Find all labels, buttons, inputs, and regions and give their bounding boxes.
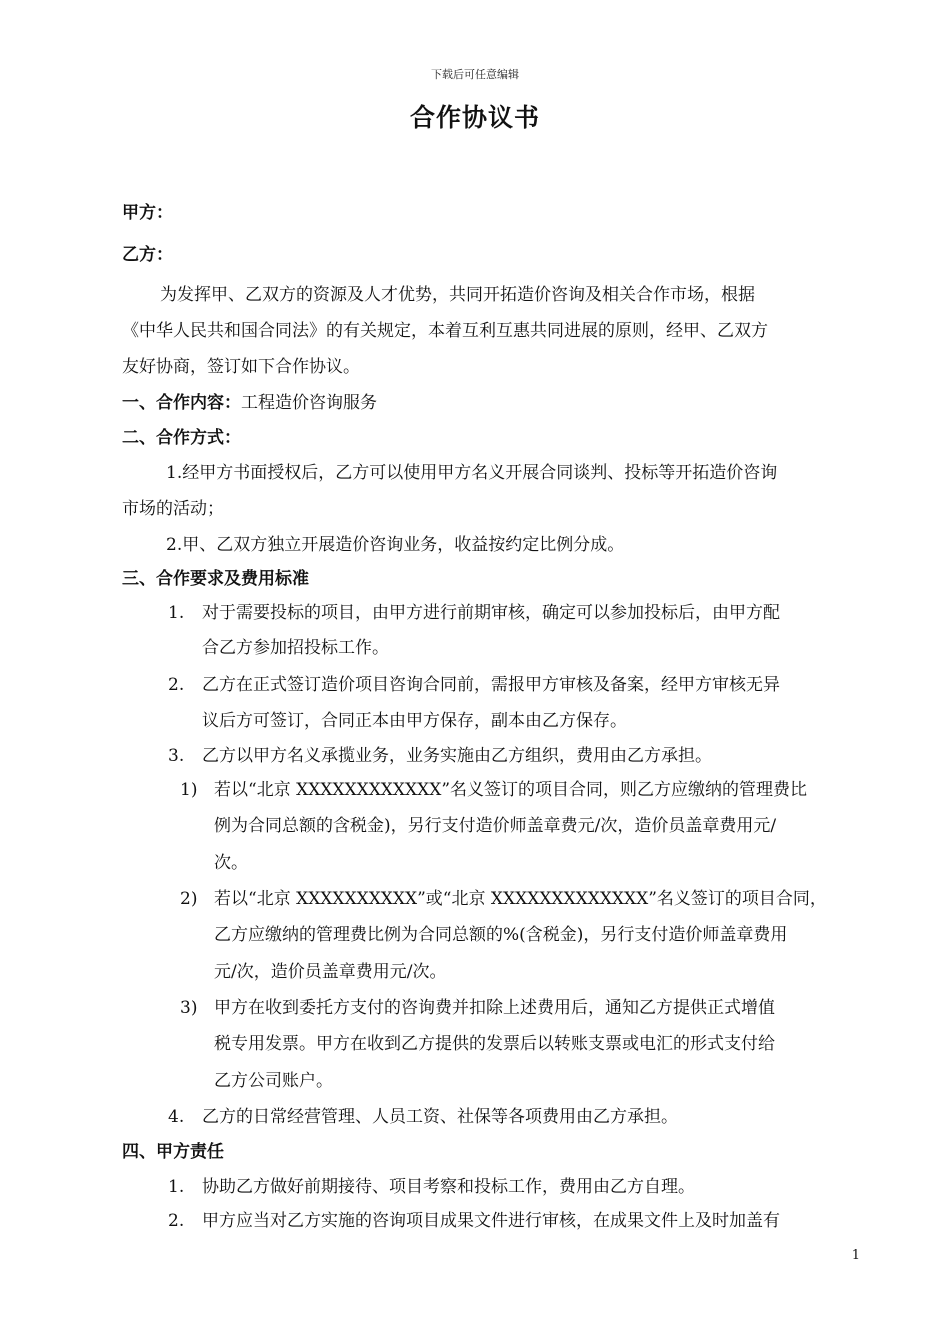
- intro-line-1: 为发挥甲、乙双方的资源及人才优势，共同开拓造价咨询及相关合作市场，根据: [160, 285, 755, 305]
- section-4-heading: 四、甲方责任: [122, 1142, 224, 1162]
- sub-item-1-line-3: 次。: [214, 853, 248, 873]
- sub-item-3-line-2: 税专用发票。甲方在收到乙方提供的发票后以转账支票或电汇的形式支付给: [214, 1034, 775, 1054]
- section-3-item-4-num: 4.: [168, 1107, 185, 1127]
- sub-item-2-line-2: 乙方应缴纳的管理费比例为合同总额的%(含税金)，另行支付造价师盖章费用: [214, 925, 788, 945]
- sub-item-3-num: 3): [180, 998, 198, 1018]
- sub-item-3-line-1: 甲方在收到委托方支付的咨询费并扣除上述费用后，通知乙方提供正式增值: [214, 998, 775, 1018]
- section-3-item-3-line-1: 乙方以甲方名义承揽业务，业务实施由乙方组织，费用由乙方承担。: [202, 746, 712, 766]
- section-3-item-2-line-2: 议后方可签订，合同正本由甲方保存，副本由乙方保存。: [202, 711, 627, 731]
- section-4-item-1-num: 1.: [168, 1177, 185, 1197]
- section-3-item-2-num: 2.: [168, 675, 185, 695]
- section-1-text: 工程造价咨询服务: [241, 393, 377, 413]
- section-3-item-1-num: 1.: [168, 603, 185, 623]
- party-b-label: 乙方：: [122, 245, 173, 265]
- section-2-item-1-line-1: 1.经甲方书面授权后，乙方可以使用甲方名义开展合同谈判、投标等开拓造价咨询: [166, 463, 778, 483]
- section-1-heading: 一、合作内容：: [122, 393, 241, 413]
- section-2-item-2: 2.甲、乙双方独立开展造价咨询业务，收益按约定比例分成。: [166, 535, 625, 555]
- section-3-heading: 三、合作要求及费用标准: [122, 569, 309, 589]
- section-2-item-1-line-2: 市场的活动；: [122, 499, 224, 519]
- sub-item-2-num: 2): [180, 889, 198, 909]
- section-3-item-1-line-2: 合乙方参加招投标工作。: [202, 638, 389, 658]
- section-3-item-1-line-1: 对于需要投标的项目，由甲方进行前期审核，确定可以参加投标后，由甲方配: [202, 603, 780, 623]
- sub-item-1-line-1: 若以“北京 XXXXXXXXXXXX”名义签订的项目合同，则乙方应缴纳的管理费比: [214, 780, 808, 800]
- sub-item-2-line-3: 元/次，造价员盖章费用元/次。: [214, 962, 447, 982]
- sub-item-1-num: 1): [180, 780, 198, 800]
- sub-item-1-line-2: 例为合同总额的含税金)，另行支付造价师盖章费元/次，造价员盖章费用元/: [214, 816, 777, 836]
- section-3-item-2-line-1: 乙方在正式签订造价项目咨询合同前，需报甲方审核及备案，经甲方审核无异: [202, 675, 780, 695]
- intro-line-2: 《中华人民共和国合同法》的有关规定，本着互利互惠共同进展的原则，经甲、乙双方: [122, 321, 768, 341]
- section-3-item-4-text: 乙方的日常经营管理、人员工资、社保等各项费用由乙方承担。: [202, 1107, 678, 1127]
- section-4-item-1-text: 协助乙方做好前期接待、项目考察和投标工作，费用由乙方自理。: [202, 1177, 695, 1197]
- section-4-item-2-text: 甲方应当对乙方实施的咨询项目成果文件进行审核，在成果文件上及时加盖有: [202, 1211, 780, 1231]
- header-note: 下载后可任意编辑: [431, 68, 519, 81]
- page-number: 1: [851, 1248, 860, 1263]
- section-3-item-3-num: 3.: [168, 746, 185, 766]
- section-4-item-2-num: 2.: [168, 1211, 185, 1231]
- document-title: 合作协议书: [409, 103, 540, 132]
- party-a-label: 甲方：: [122, 203, 173, 223]
- section-1: [122, 392, 377, 414]
- sub-item-3-line-3: 乙方公司账户。: [214, 1071, 333, 1091]
- sub-item-2-line-1: 若以“北京 XXXXXXXXXX”或“北京 XXXXXXXXXXXXX”名义签订的项目合同，: [214, 889, 827, 909]
- intro-line-3: 友好协商，签订如下合作协议。: [122, 357, 360, 377]
- section-2-heading: 二、合作方式：: [122, 428, 241, 448]
